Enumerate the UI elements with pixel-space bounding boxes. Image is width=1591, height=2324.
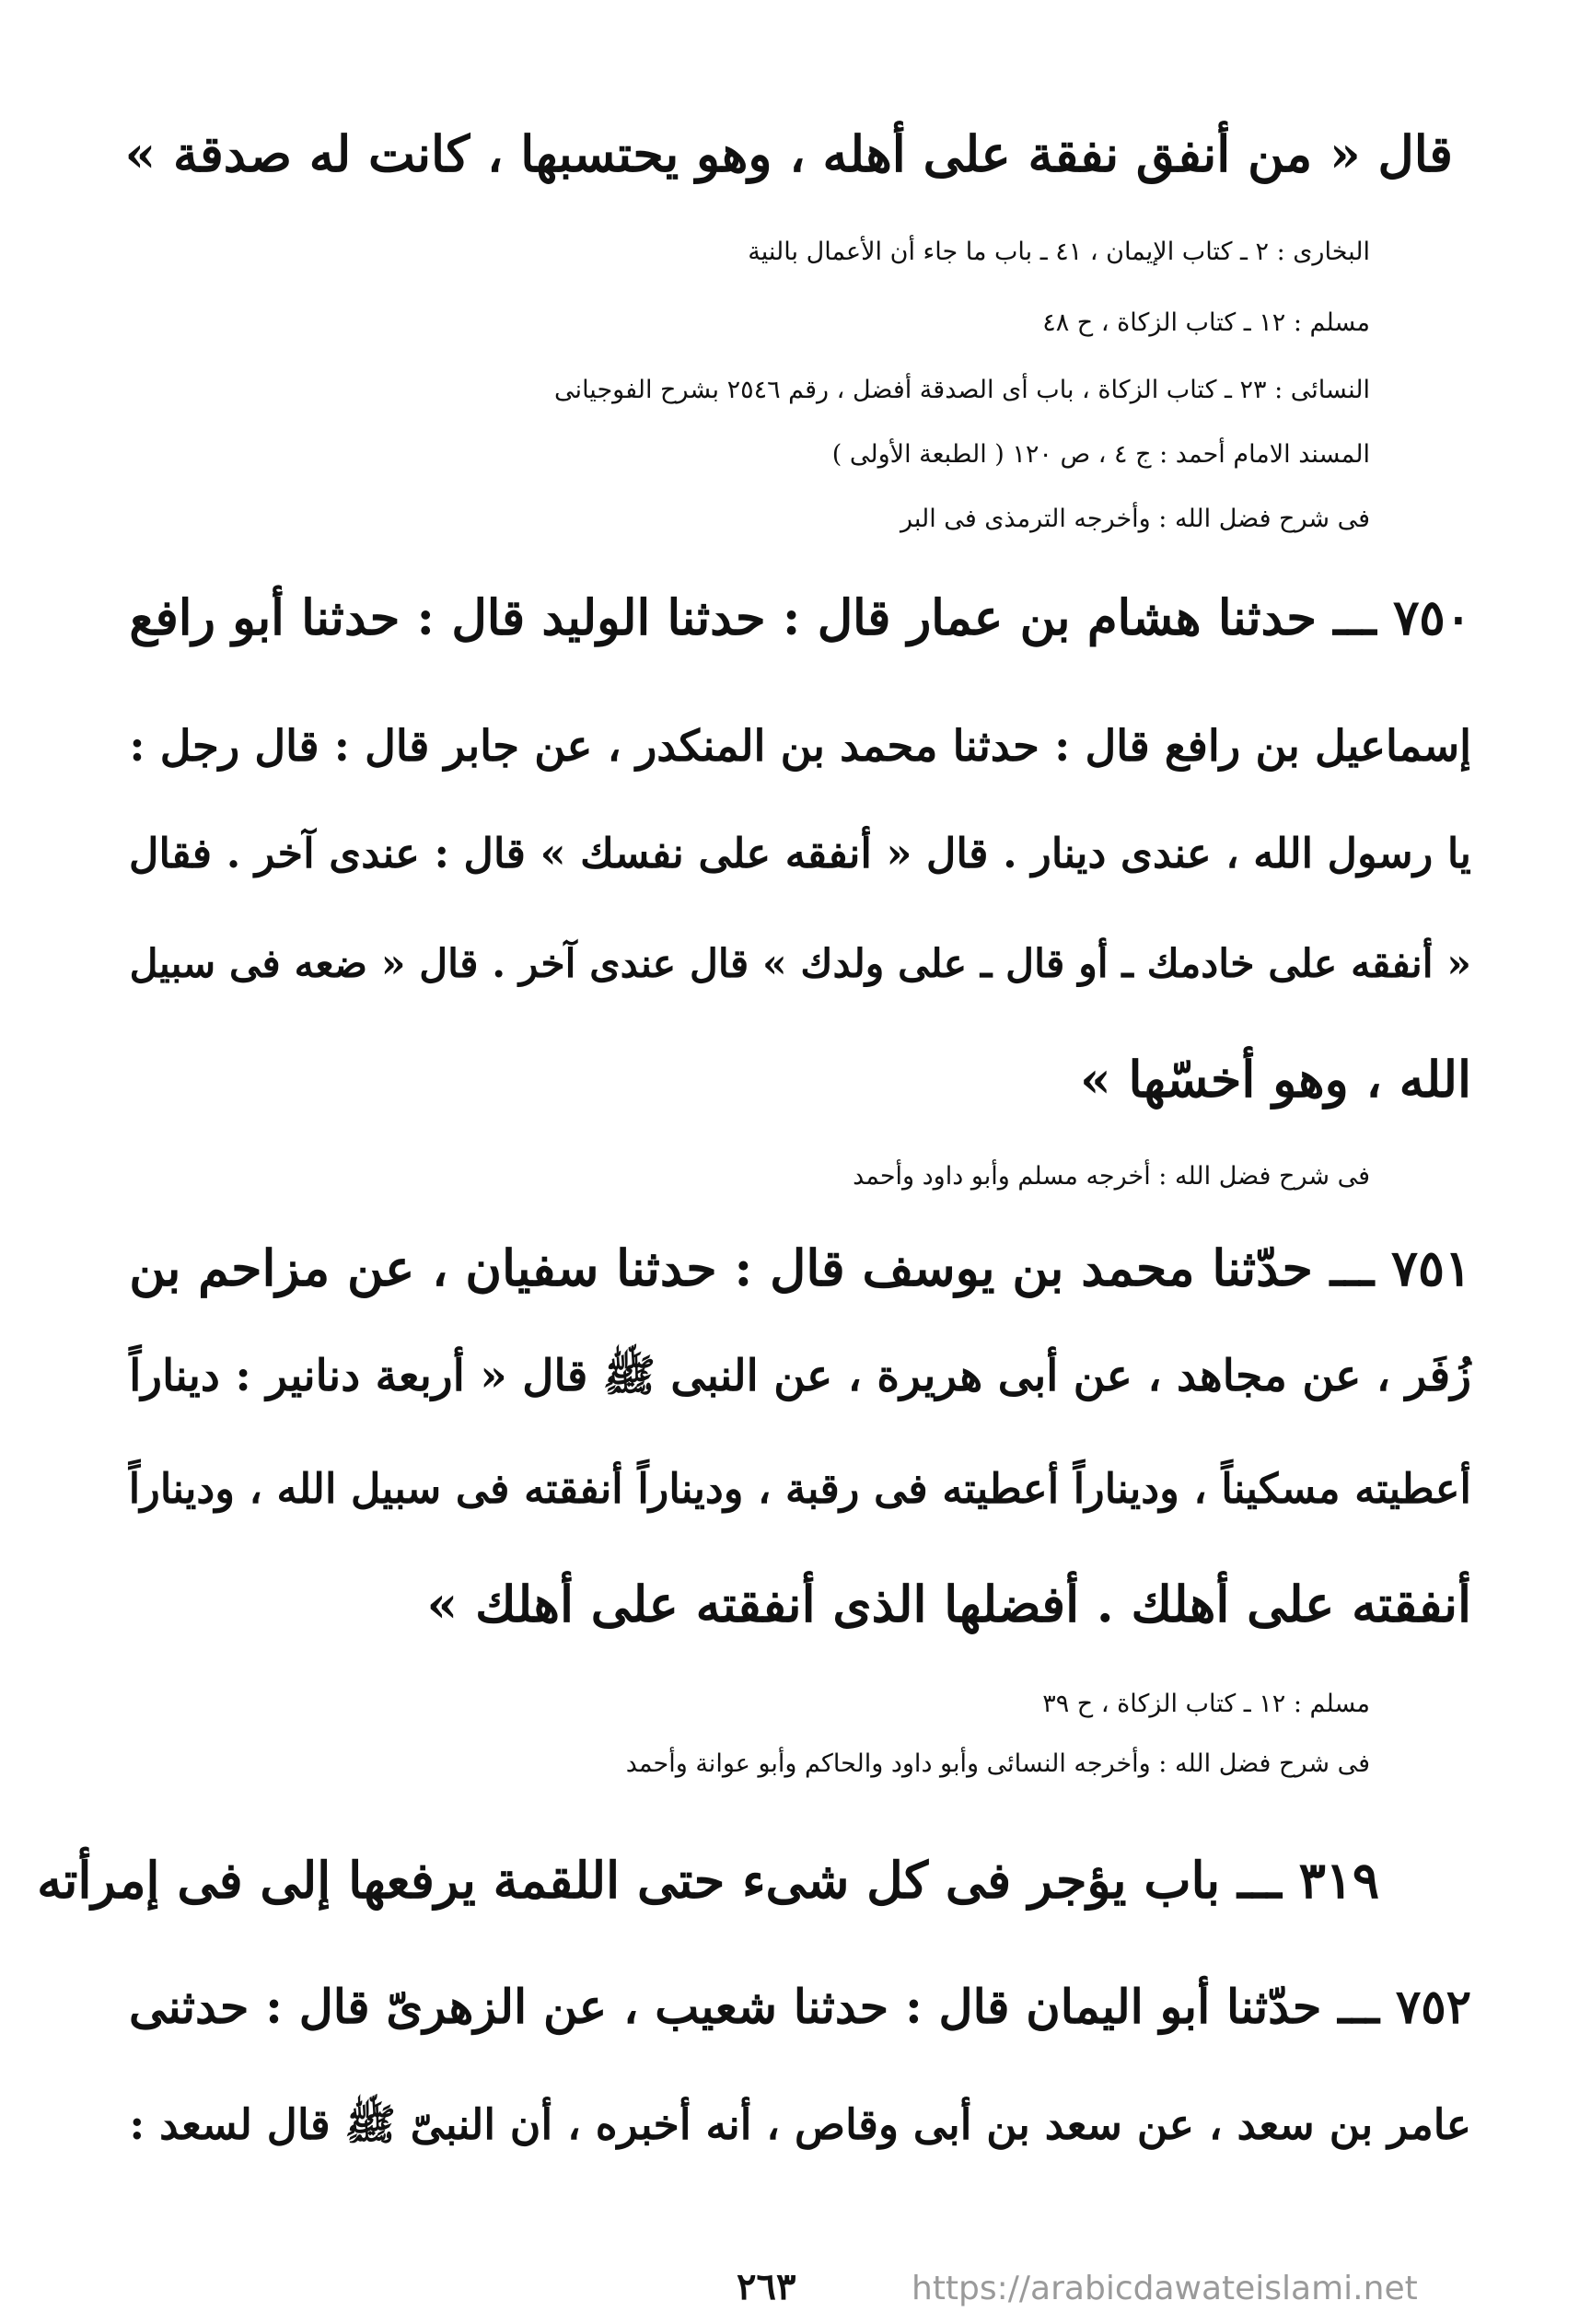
hadith-750-line-5: الله ، وهو أخسّها » [1079, 1050, 1471, 1109]
hadith-752-line-1: ٧٥٢ ـــ حدّثنا أبو اليمان قال : حدثنا شعيب ، عن الزهرىّ قال : حدثنى [128, 1980, 1471, 2035]
chapter-heading-319: ٣١٩ ـــ باب يؤجر فى كل شىء حتى اللقمة يرفعها إلى فى إمرأته [37, 1851, 1379, 1910]
hadith-751-line-4: أنفقته على أهلك . أفضلها الذى أنفقته على أهلك » [426, 1575, 1471, 1633]
footnote-1: البخارى : ٢ ـ كتاب الإيمان ، ٤١ ـ باب ما جاء أن الأعمال بالنية [748, 238, 1370, 266]
footnote-7: مسلم : ١٢ ـ كتاب الزكاة ، ح ٣٩ [1042, 1690, 1370, 1718]
footnote-5: فى شرح فضل الله : وأخرجه الترمذى فى البر [900, 505, 1370, 533]
footnote-3: النسائى : ٢٣ ـ كتاب الزكاة ، باب أى الصدقة أفضل ، رقم ٢٥٤٦ بشرح الفوجيانى [554, 376, 1370, 404]
page-number: ٢٦٣ [737, 2265, 796, 2308]
footnote-8: فى شرح فضل الله : وأخرجه النسائى وأبو داود والحاكم وأبو عوانة وأحمد [625, 1749, 1370, 1778]
text-line-1: قال « من أنفق نفقة على أهله ، وهو يحتسبها ، كانت له صدقة » [124, 124, 1453, 183]
footnote-6: فى شرح فضل الله : أخرجه مسلم وأبو داود وأحمد [853, 1162, 1370, 1191]
hadith-750-line-2: إسماعيل بن رافع قال : حدثنا محمد بن المنكدر ، عن جابر قال : قال رجل : [129, 720, 1471, 771]
watermark-url: https://arabicdawateislami.net [912, 2270, 1418, 2307]
hadith-751-line-2: زُفَر ، عن مجاهد ، عن أبى هريرة ، عن النبى ﷺ قال « أربعة دنانير : ديناراً [129, 1351, 1471, 1401]
hadith-750-line-4: « أنفقه على خادمك ـ أو قال ـ على ولدك » قال عندى آخر . قال « ضعه فى سبيل [129, 941, 1471, 987]
hadith-751-line-3: أعطيته مسكيناً ، وديناراً أعطيته فى رقبة ، وديناراً أنفقته فى سبيل الله ، وديناراً [128, 1464, 1471, 1513]
footnote-4: المسند الامام أحمد : ج ٤ ، ص ١٢٠ ( الطبعة الأولى ) [831, 440, 1370, 469]
footnote-2: مسلم : ١٢ ـ كتاب الزكاة ، ح ٤٨ [1042, 308, 1370, 337]
hadith-751-line-1: ٧٥١ ـــ حدّثنا محمد بن يوسف قال : حدثنا سفيان ، عن مزاحم بن [129, 1238, 1471, 1297]
hadith-750-line-3: يا رسول الله ، عندى دينار . قال « أنفقه على نفسك » قال : عندى آخر . فقال [129, 829, 1471, 877]
hadith-752-line-2: عامر بن سعد ، عن سعد بن أبى وقاص ، أنه أخبره ، أن النبىّ ﷺ قال لسعد : [129, 2099, 1471, 2149]
hadith-750-line-1: ٧٥٠ ـــ حدثنا هشام بن عمار قال : حدثنا الوليد قال : حدثنا أبو رافع [129, 589, 1471, 646]
